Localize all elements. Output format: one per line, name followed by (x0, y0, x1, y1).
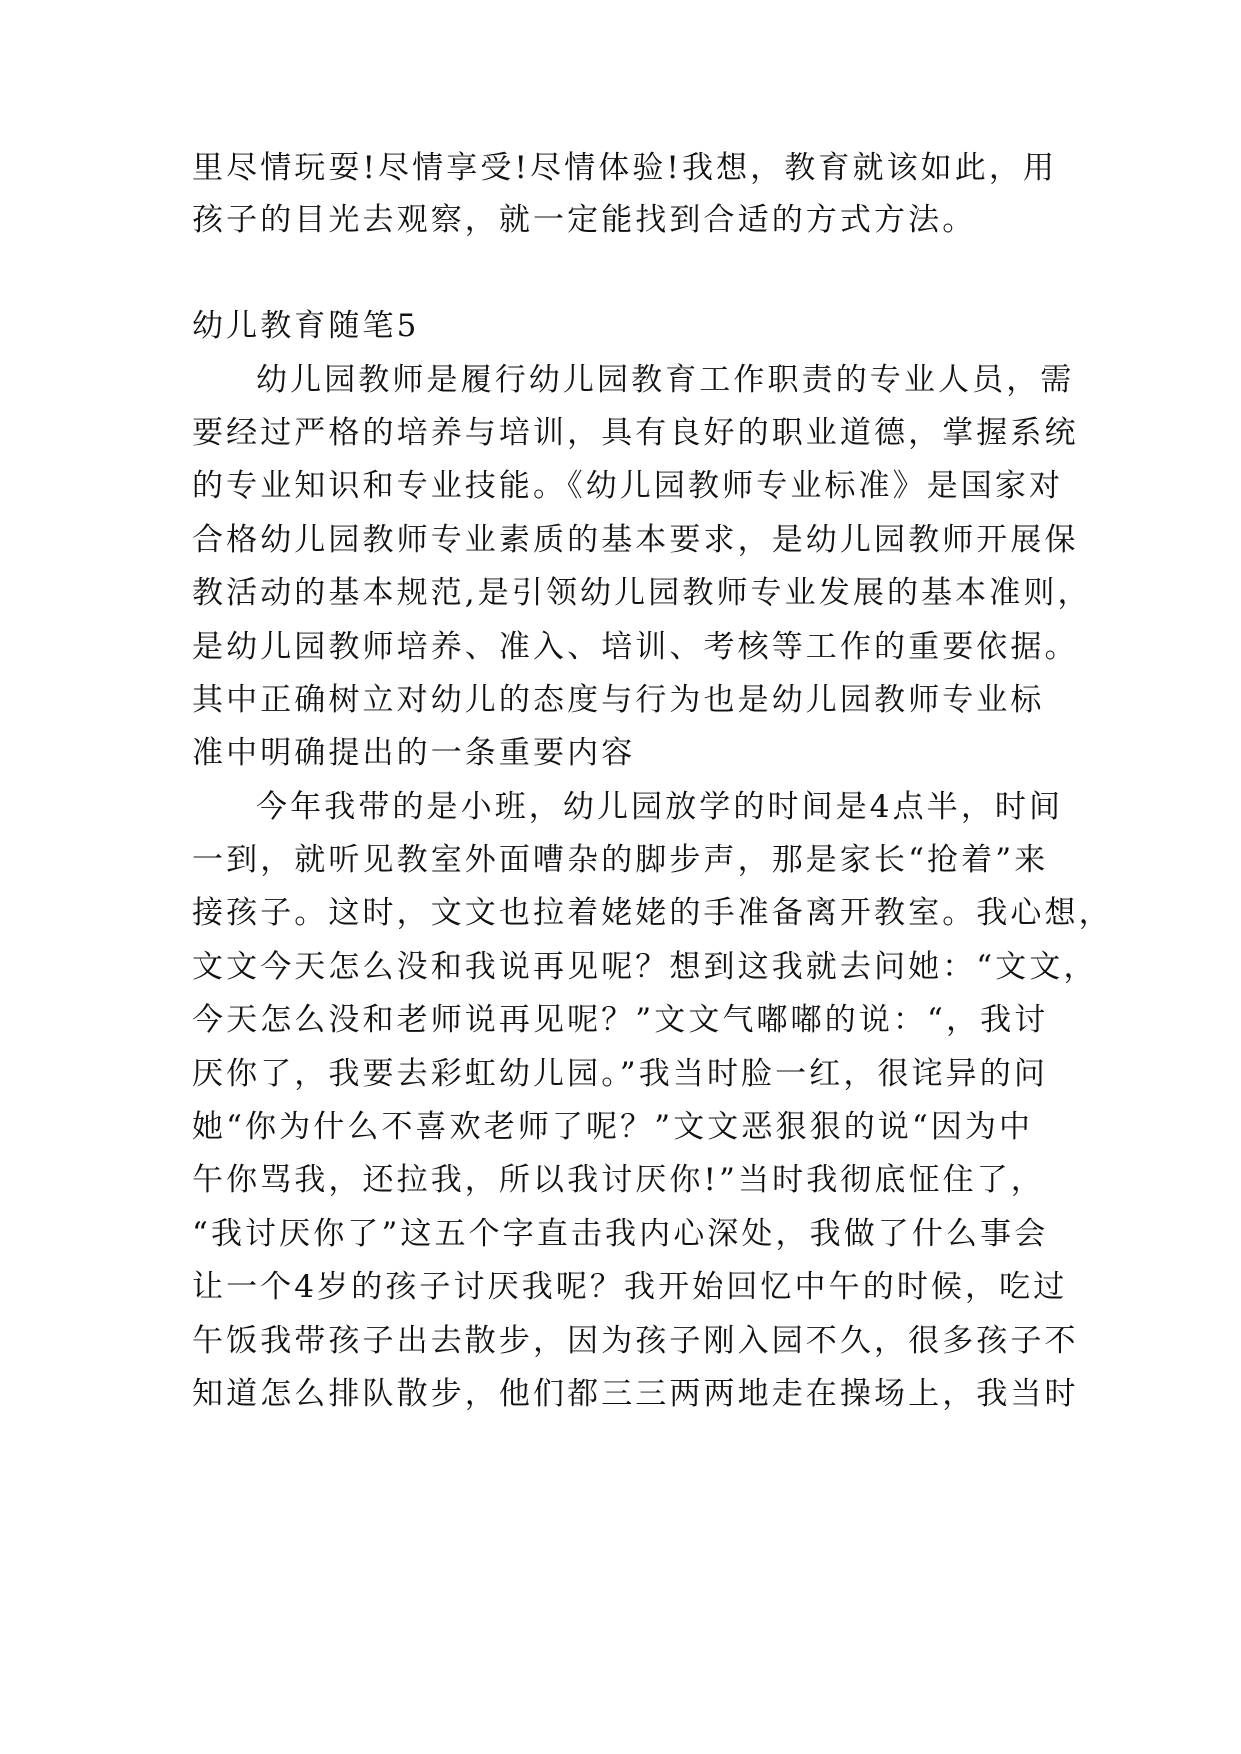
text-line: 是幼儿园教师培养、准入、培训、考核等工作的重要依据。 (192, 629, 1079, 665)
text-line: 一到，就听见教室外面嘈杂的脚步声，那是家长“抢着”来 (192, 842, 1049, 878)
text-line: 接孩子。这时，文文也拉着姥姥的手准备离开教室。我心想， (192, 895, 1113, 931)
text-line: 要经过严格的培养与培训，具有良好的职业道德，掌握系统 (192, 415, 1079, 451)
text-line: 其中正确树立对幼儿的态度与行为也是幼儿园教师专业标 (192, 682, 1045, 718)
text-line: 教活动的基本规范,是引领幼儿园教师专业发展的基本准则， (192, 575, 1092, 611)
text-line: 孩子的目光去观察，就一定能找到合适的方式方法。 (192, 202, 977, 238)
text-line: 今天怎么没和老师说再见呢？”文文气嘟嘟的说：“，我讨 (192, 1002, 1049, 1038)
text-line: 让一个4岁的孩子讨厌我呢？我开始回忆中午的时候，吃过 (192, 1269, 1068, 1305)
text-line: 里尽情玩耍!尽情享受!尽情体验!我想，教育就该如此，用 (192, 150, 1058, 186)
text-line: 厌你了，我要去彩虹幼儿园。”我当时脸一红，很诧异的问 (192, 1056, 1048, 1092)
text-line: 她“你为什么不喜欢老师了呢？”文文恶狠狠的说“因为中 (192, 1109, 1034, 1145)
text-line: 准中明确提出的一条重要内容 (192, 735, 636, 771)
text-line: 的专业知识和专业技能。《幼儿园教师专业标准》是国家对 (192, 468, 1064, 504)
text-line: 幼儿园教师是履行幼儿园教育工作职责的专业人员，需 (256, 362, 1075, 398)
text-line: 合格幼儿园教师专业素质的基本要求，是幼儿园教师开展保 (192, 522, 1079, 558)
text-line: 文文今天怎么没和我说再见呢？想到这我就去问她：“文文， (192, 949, 1098, 985)
text-line: 今年我带的是小班，幼儿园放学的时间是4点半，时间 (256, 789, 1064, 825)
text-line: “我讨厌你了”这五个字直击我内心深处，我做了什么事会 (192, 1216, 1049, 1252)
text-line: 知道怎么排队散步，他们都三三两两地走在操场上，我当时 (192, 1376, 1079, 1412)
text-line: 午你骂我，还拉我，所以我讨厌你!”当时我彻底怔住了， (192, 1162, 1045, 1198)
text-line: 午饭我带孩子出去散步，因为孩子刚入园不久，很多孩子不 (192, 1323, 1079, 1359)
section-title: 幼儿教育随笔5 (192, 308, 420, 344)
